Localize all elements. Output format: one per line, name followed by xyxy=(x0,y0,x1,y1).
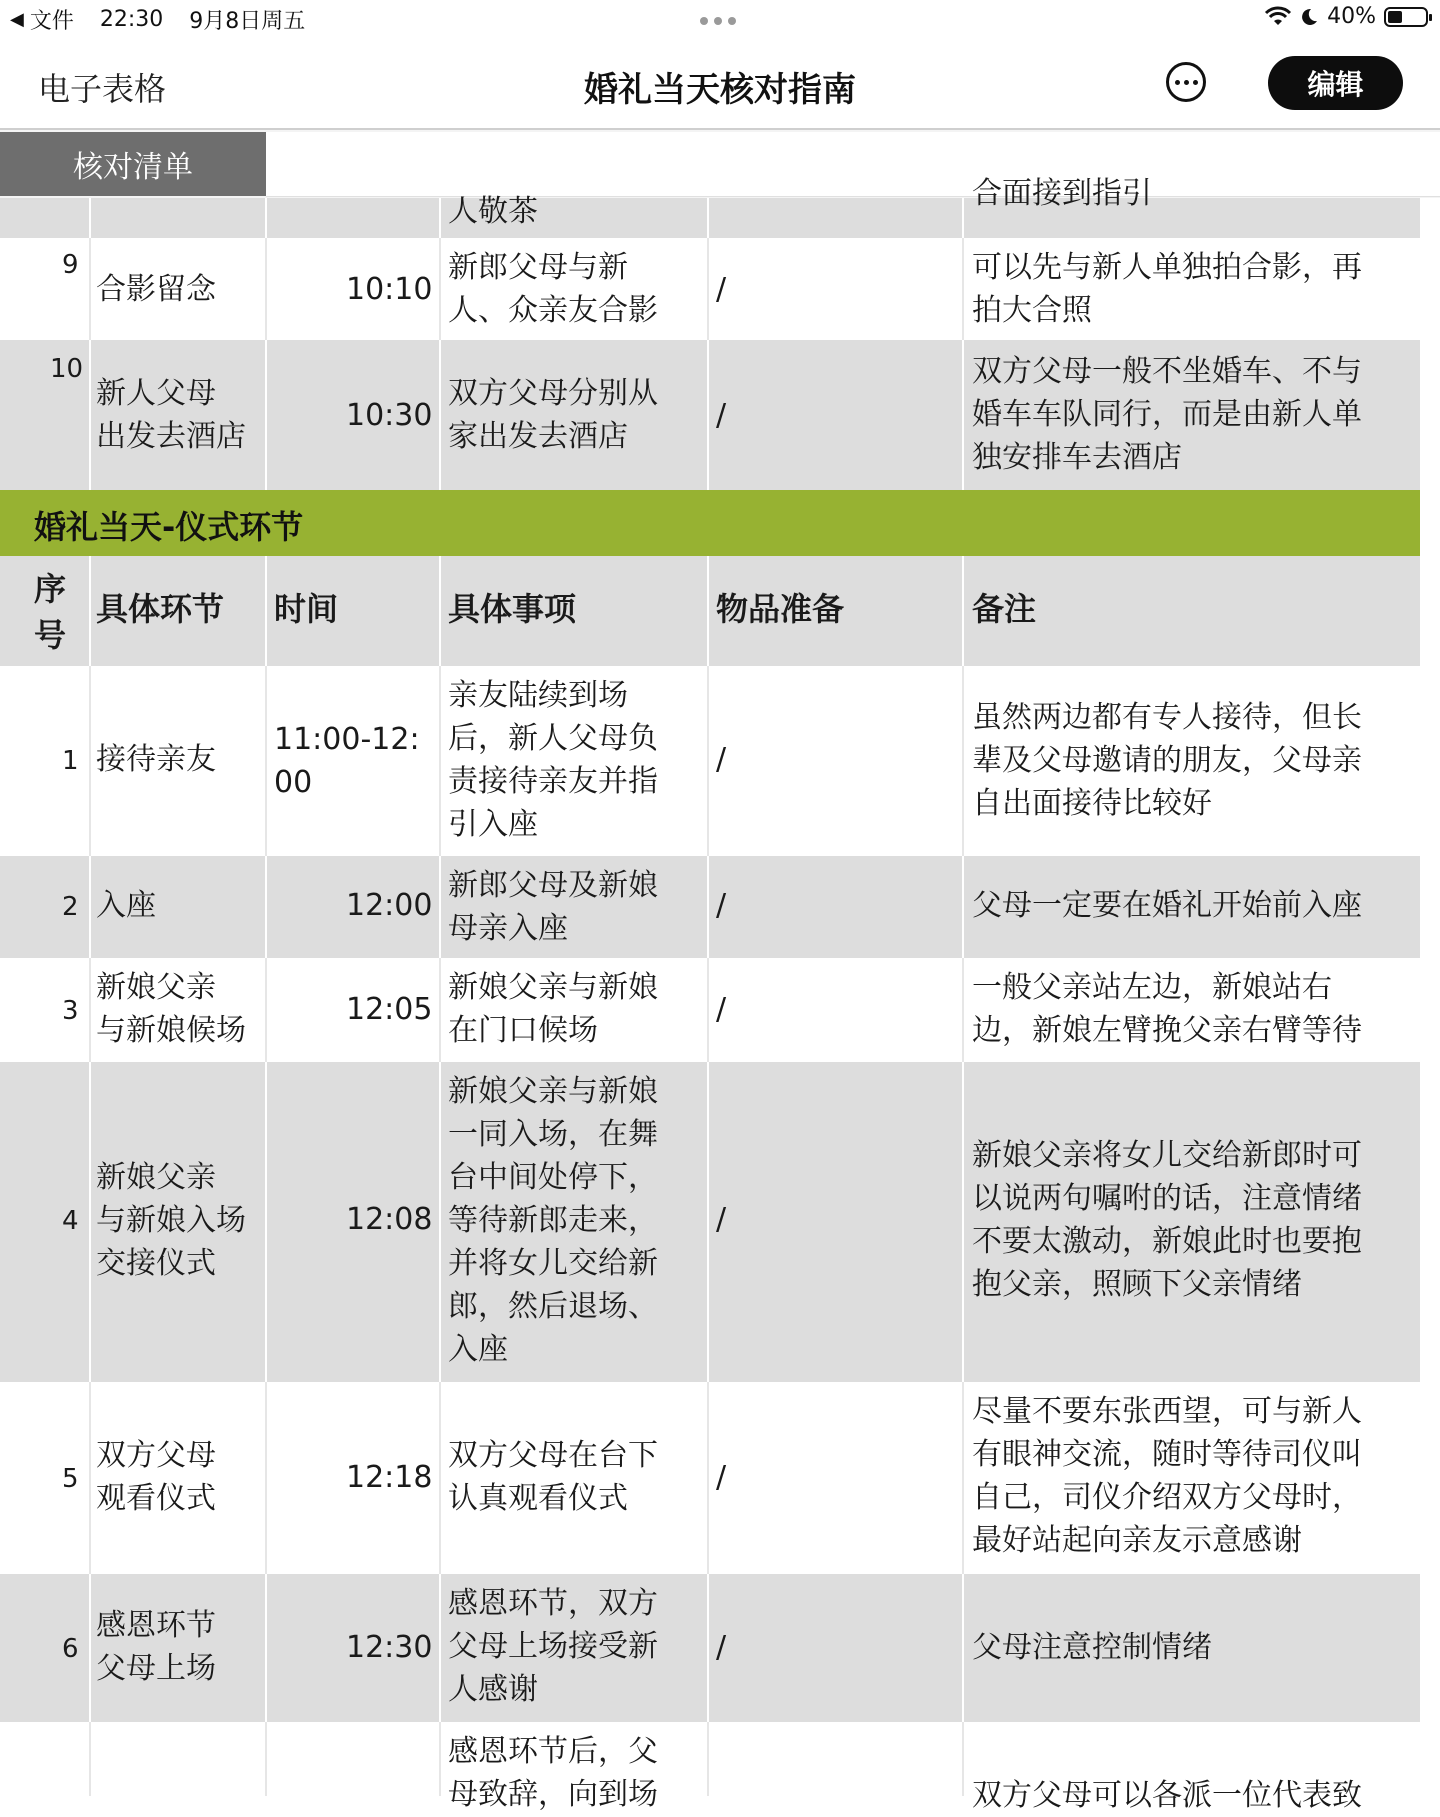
spreadsheet[interactable] xyxy=(0,176,1420,1813)
back-app-label: 文件 xyxy=(29,9,74,34)
tab-checklist[interactable]: 核对清单 xyxy=(0,132,266,196)
cell-no: 9 xyxy=(62,250,79,280)
cell-time: 12:08 xyxy=(346,1202,433,1237)
cell-item: 感恩环节，双方 父母上场接受新 人感谢 xyxy=(448,1586,658,1707)
cell-prep: / xyxy=(716,1630,727,1665)
column-header-row[interactable] xyxy=(0,556,1420,666)
more-options-icon[interactable] xyxy=(1166,62,1206,102)
cell-time: 10:10 xyxy=(346,272,433,307)
multitask-dots-icon[interactable] xyxy=(700,17,736,25)
right-margin xyxy=(1420,198,1440,1796)
moon-icon xyxy=(1299,7,1319,27)
table-row[interactable] xyxy=(0,238,1420,340)
header-note: 备注 xyxy=(972,590,1037,628)
cell-prep: / xyxy=(716,398,727,433)
cell-note: 尽量不要东张西望，可与新人 有眼神交流，随时等待司仪叫 自己，司仪介绍双方父母时， 最好站起向亲友示意感谢 xyxy=(972,1394,1362,1558)
header-prep: 物品准备 xyxy=(716,590,845,628)
table-row[interactable] xyxy=(0,856,1420,958)
cell-item: 双方父母在台下 认真观看仪式 xyxy=(448,1438,658,1516)
header-step: 具体环节 xyxy=(96,590,225,628)
cell-prep: / xyxy=(716,272,727,307)
cell-step: 新人父母 出发去酒店 xyxy=(96,376,246,454)
cell-no: 2 xyxy=(62,892,79,922)
cell-no: 4 xyxy=(62,1206,79,1236)
cell-step: 新娘父亲 与新娘入场 交接仪式 xyxy=(96,1160,246,1281)
cell-prep: / xyxy=(716,888,727,923)
cell-prep: / xyxy=(716,1202,727,1237)
cell-prep: / xyxy=(716,992,727,1027)
cell-note: 父母一定要在婚礼开始前入座 xyxy=(972,888,1362,923)
page-title: 婚礼当天核对指南 xyxy=(584,70,856,110)
cell-note: 虽然两边都有专人接待，但长 辈及父母邀请的朋友，父母亲 自出面接待比较好 xyxy=(972,700,1362,821)
table-row-partial-bottom[interactable] xyxy=(0,1722,1420,1813)
cell-item: 新郎父母与新 人、众亲友合影 xyxy=(448,250,658,328)
cell-time: 12:30 xyxy=(346,1630,433,1665)
section-header[interactable] xyxy=(0,490,1420,556)
edit-button[interactable]: 编辑 xyxy=(1268,56,1403,110)
cell-item: 新郎父母及新娘 母亲入座 xyxy=(448,868,658,946)
cell-item: 亲友陆续到场 后，新人父母负 责接待亲友并指 引入座 xyxy=(448,678,658,842)
cell-time: 11:00-12: 00 xyxy=(274,722,420,800)
cell-note: 合面接到指引 xyxy=(972,176,1152,211)
cell-step: 合影留念 xyxy=(96,272,216,307)
cell-time: 10:30 xyxy=(346,398,433,433)
table-row[interactable] xyxy=(0,1062,1420,1382)
nav-bar xyxy=(0,40,1440,130)
section-title: 婚礼当天-仪式环节 xyxy=(34,508,304,546)
cell-step: 接待亲友 xyxy=(96,742,216,777)
cell-prep: / xyxy=(716,1460,727,1495)
cell-item: 人敬茶 xyxy=(448,194,538,229)
header-no: 序 号 xyxy=(34,570,67,654)
status-bar xyxy=(0,0,1440,40)
table-row[interactable] xyxy=(0,1382,1420,1574)
cell-item: 新娘父亲与新娘 一同入场，在舞 台中间处停下， 等待新郎走来， 并将女儿交给新 郎，然后退场、 入座 xyxy=(448,1074,658,1367)
cell-time: 12:00 xyxy=(346,888,433,923)
cell-step: 双方父母 观看仪式 xyxy=(96,1438,216,1516)
cell-no: 5 xyxy=(62,1464,79,1494)
sheet-tab-bar xyxy=(0,130,1440,198)
cell-time: 12:18 xyxy=(346,1460,433,1495)
back-triangle-icon: ◀ xyxy=(10,9,24,30)
cell-step: 入座 xyxy=(96,888,156,923)
table-row[interactable] xyxy=(0,1574,1420,1722)
cell-note: 新娘父亲将女儿交给新郎时可 以说两句嘱咐的话，注意情绪 不要太激动，新娘此时也要抱 抱父亲，照顾下父亲情绪 xyxy=(972,1138,1362,1302)
cell-note: 双方父母一般不坐婚车、不与 婚车车队同行，而是由新人单 独安排车去酒店 xyxy=(972,354,1362,475)
cell-item: 新娘父亲与新娘 在门口候场 xyxy=(448,970,658,1048)
cell-step: 新娘父亲 与新娘候场 xyxy=(96,970,246,1048)
cell-no: 3 xyxy=(62,996,79,1026)
cell-step: 感恩环节 父母上场 xyxy=(96,1608,216,1686)
status-left[interactable] xyxy=(10,4,305,35)
battery-percent: 40% xyxy=(1327,4,1376,29)
cell-no: 6 xyxy=(62,1634,79,1664)
table-row[interactable] xyxy=(0,666,1420,856)
cell-no: 1 xyxy=(62,746,79,776)
table-row[interactable] xyxy=(0,340,1420,490)
cell-note: 可以先与新人单独拍合影，再 拍大合照 xyxy=(972,250,1362,328)
status-right xyxy=(1265,4,1428,29)
header-time: 时间 xyxy=(274,590,339,628)
date: 9月8日周五 xyxy=(189,9,306,34)
table-row-partial-top[interactable] xyxy=(0,176,1420,238)
cell-prep: / xyxy=(716,742,727,777)
cell-note: 双方父母可以各派一位代表致 xyxy=(972,1778,1362,1813)
tab-bar-empty xyxy=(266,132,1440,197)
cell-time: 12:05 xyxy=(346,992,433,1027)
wifi-icon xyxy=(1265,7,1291,27)
header-item: 具体事项 xyxy=(448,590,577,628)
cell-item: 双方父母分别从 家出发去酒店 xyxy=(448,376,658,454)
clock: 22:30 xyxy=(99,7,164,32)
cell-no: 10 xyxy=(50,354,84,384)
table-row[interactable] xyxy=(0,958,1420,1062)
cell-item: 感恩环节后，父 母致辞，向到场 xyxy=(448,1734,658,1812)
cell-note: 父母注意控制情绪 xyxy=(972,1630,1212,1665)
battery-icon xyxy=(1384,7,1428,27)
back-button[interactable]: 电子表格 xyxy=(38,70,167,108)
cell-note: 一般父亲站左边，新娘站右 边，新娘左臂挽父亲右臂等待 xyxy=(972,970,1362,1048)
